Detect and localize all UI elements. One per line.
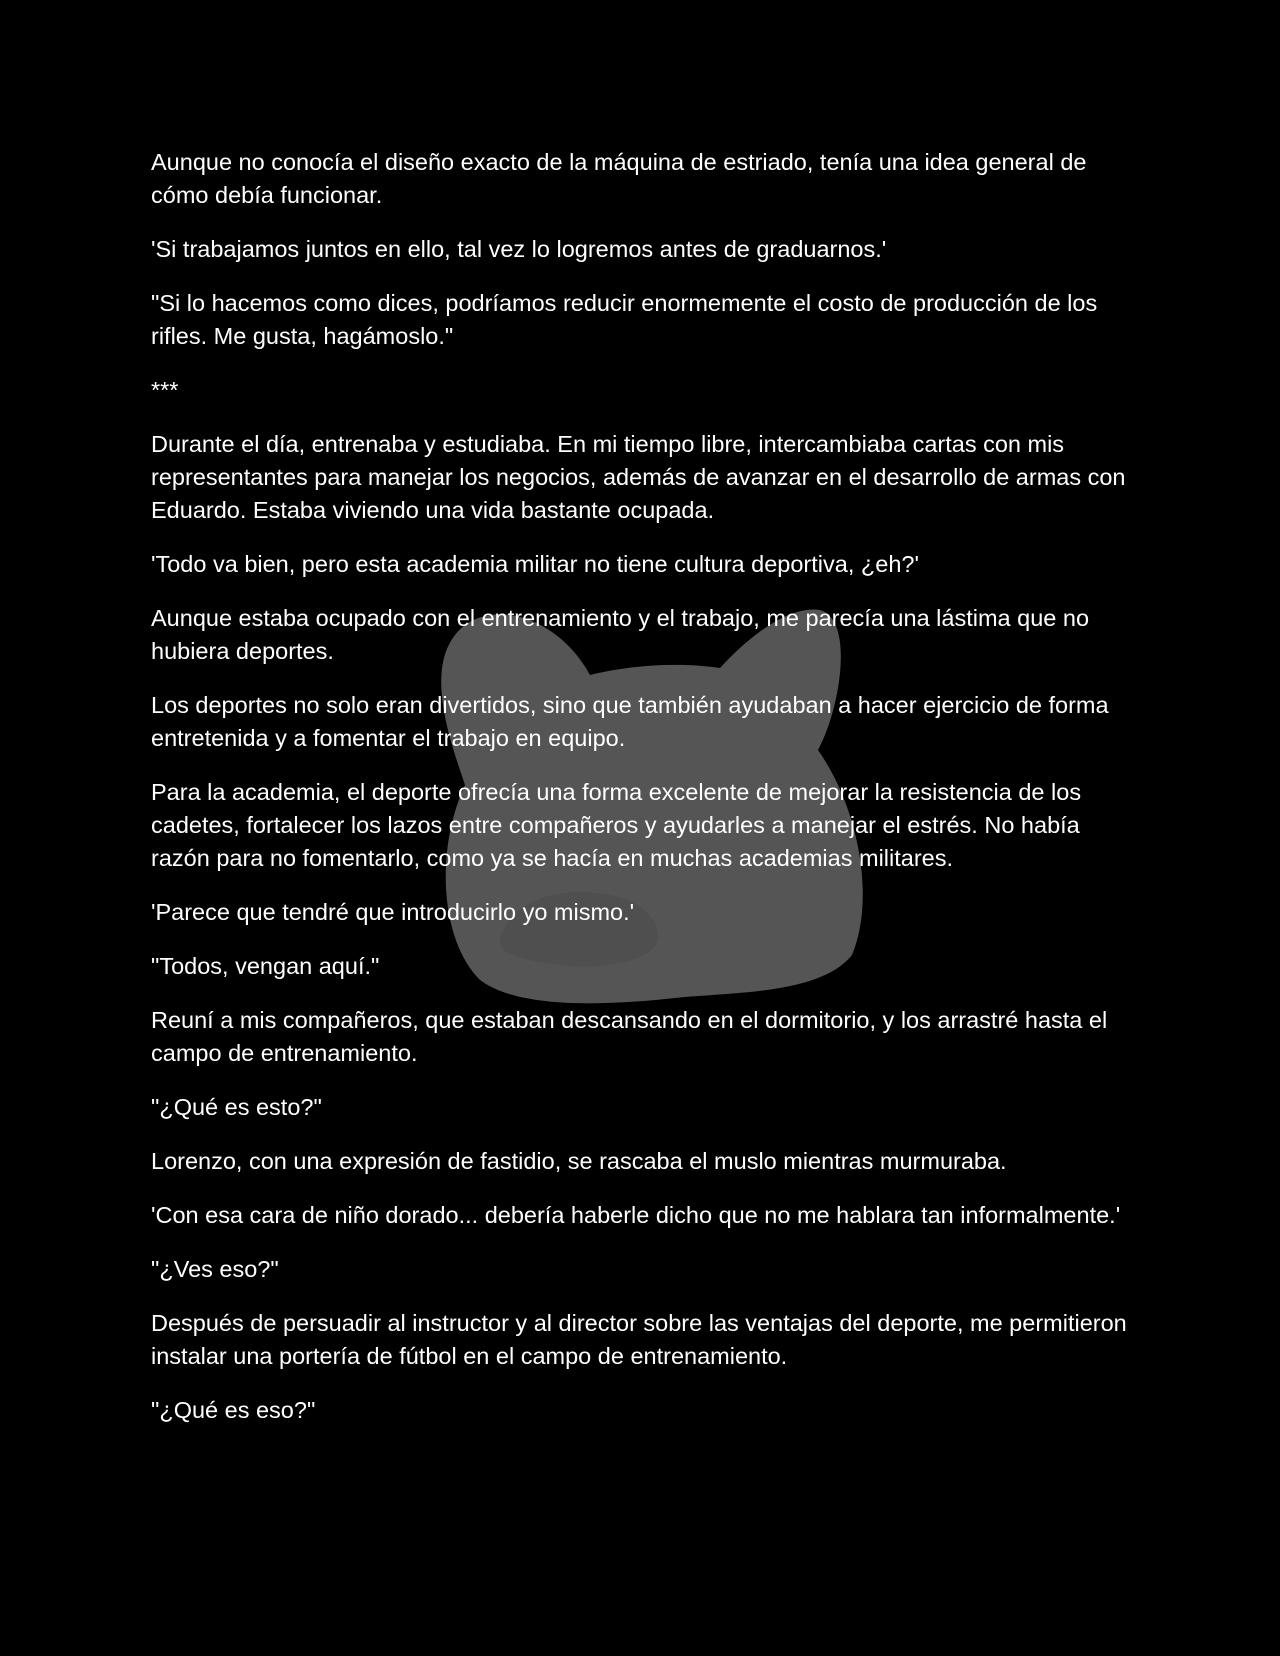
document-body <box>151 146 1131 1448</box>
paragraph: Reuní a mis compañeros, que estaban descansando en el dormitorio, y los arrastré hasta el campo de entrenamiento. <box>151 1007 1108 1066</box>
paragraph: 'Si trabajamos juntos en ello, tal vez lo logremos antes de graduarnos.' <box>151 236 887 262</box>
paragraph: Para la academia, el deporte ofrecía una forma excelente de mejorar la resistencia de los cadetes, fortalecer los lazos entre compañeros y ayudarles a manejar el estrés. No había razón para no fomentarlo, como ya se hacía en muchas academias militares. <box>151 779 1082 871</box>
paragraph: 'Todo va bien, pero esta academia militar no tiene cultura deportiva, ¿eh?' <box>151 551 919 577</box>
paragraph: Aunque estaba ocupado con el entrenamiento y el trabajo, me parecía una lástima que no hubiera deportes. <box>151 605 1090 664</box>
paragraph: Los deportes no solo eran divertidos, sino que también ayudaban a hacer ejercicio de forma entretenida y a fomentar el trabajo en equipo. <box>151 692 1109 751</box>
paragraph: "¿Qué es eso?" <box>151 1397 316 1423</box>
scene-break: *** <box>151 377 179 403</box>
paragraph: Lorenzo, con una expresión de fastidio, se rascaba el muslo mientras murmuraba. <box>151 1148 1007 1174</box>
paragraph: Después de persuadir al instructor y al director sobre las ventajas del deporte, me permitieron instalar una portería de fútbol en el campo de entrenamiento. <box>151 1310 1127 1369</box>
paragraph: "Todos, vengan aquí." <box>151 953 380 979</box>
paragraph: "Si lo hacemos como dices, podríamos reducir enormemente el costo de producción de los rifles. Me gusta, hagámoslo." <box>151 290 1098 349</box>
paragraph: Durante el día, entrenaba y estudiaba. En mi tiempo libre, intercambiaba cartas con mis representantes para manejar los negocios, además de avanzar en el desarrollo de armas con Eduardo. Estaba viviendo una vida bastante ocupada. <box>151 431 1126 523</box>
paragraph: 'Con esa cara de niño dorado... debería haberle dicho que no me hablara tan informalmente.' <box>151 1202 1121 1228</box>
paragraph: "¿Qué es esto?" <box>151 1094 322 1120</box>
paragraph: "¿Ves eso?" <box>151 1256 279 1282</box>
paragraph: Aunque no conocía el diseño exacto de la máquina de estriado, tenía una idea general de cómo debía funcionar. <box>151 149 1087 208</box>
paragraph: 'Parece que tendré que introducirlo yo mismo.' <box>151 899 635 925</box>
